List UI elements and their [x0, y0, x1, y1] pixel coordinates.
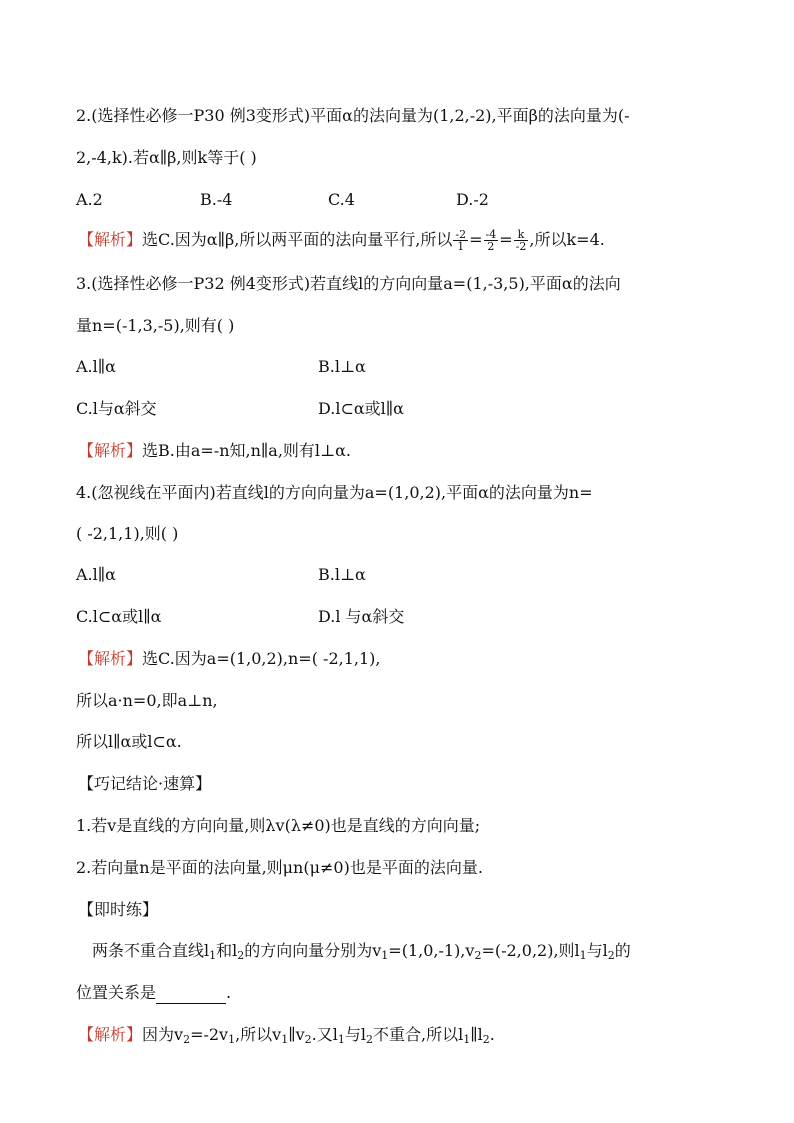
tip-heading: 【巧记结论·速算】 — [78, 774, 212, 793]
analysis-tag: 【解析】 — [78, 649, 143, 668]
q4-option-a: A.l∥α — [76, 565, 116, 584]
answer-blank[interactable] — [156, 987, 226, 1004]
q3-option-b: B.l⊥α — [318, 357, 366, 376]
q2-option-d: D.-2 — [456, 190, 489, 209]
analysis-tag: 【解析】 — [78, 441, 143, 460]
q2-option-b: B.-4 — [200, 190, 233, 209]
fraction: $\frac{-2}{1}$ — [455, 228, 467, 253]
q4-analysis-text1: 选C.因为a=(1,0,2),n=( -2,1,1), — [142, 649, 381, 668]
fraction: $\frac{k}{-2}$ — [515, 228, 527, 253]
q2-stem-line1: 2.(选择性必修一P30 例3变形式)平面α的法向量为(1,2,-2),平面β的法向量为(- — [76, 106, 630, 125]
q2-option-a: A.2 — [76, 190, 103, 209]
q4-option-d: D.l 与α斜交 — [318, 607, 405, 626]
q4-option-b: B.l⊥α — [318, 565, 366, 584]
q4-stem-line2: ( -2,1,1),则( ) — [76, 524, 179, 543]
q3-stem-line1: 3.(选择性必修一P32 例4变形式)若直线l的方向向量a=(1,-3,5),平面α的法向 — [76, 274, 621, 293]
practice-question-line2: 位置关系是 . — [76, 983, 232, 1002]
q3-option-c: C.l与α斜交 — [76, 399, 157, 418]
tip-item-1: 1.若v是直线的方向向量,则λv(λ≠0)也是直线的方向向量; — [76, 816, 481, 835]
q3-analysis — [78, 440, 351, 462]
q3-option-a: A.l∥α — [76, 357, 116, 376]
q3-option-d: D.l⊂α或l∥α — [318, 399, 404, 418]
q4-analysis-line1 — [78, 648, 381, 670]
q3-stem-line2: 量n=(-1,3,-5),则有( ) — [76, 316, 235, 335]
analysis-tag: 【解析】 — [78, 230, 143, 249]
q4-analysis-line3: 所以l∥α或l⊂α. — [76, 732, 182, 751]
practice-analysis: 【解析】因为$v_2=-2v_1$,所以$v_1\parallel v_2$.又$l_1$与$l_2$不重合,所以$l_1\parallel l_2$. — [78, 1025, 495, 1046]
tip-item-2: 2.若向量n是平面的法向量,则μn(μ≠0)也是平面的法向量. — [76, 858, 483, 877]
fraction: $\frac{-4}{2}$ — [485, 228, 497, 253]
q2-analysis-pre: 选C.因为α∥β,所以两平面的法向量平行,所以 — [142, 230, 453, 249]
q4-analysis-line2: 所以a·n=0,即a⊥n, — [76, 691, 218, 710]
q2-analysis: 【解析】选C.因为α∥β,所以两平面的法向量平行,所以 $\frac{-2}{1}$ = $\frac{-4}{2}$ = $\frac{k}{-2}$ ,所以k=4. — [78, 228, 605, 253]
analysis-tag: 【解析】 — [78, 1025, 143, 1044]
q2-analysis-post: ,所以k=4. — [529, 230, 605, 249]
q4-stem-line1: 4.(忽视线在平面内)若直线l的方向向量为a=(1,0,2),平面α的法向量为n= — [76, 483, 593, 502]
q2-option-c: C.4 — [328, 190, 355, 209]
practice-question-line1: 两条不重合直线$l_1$和$l_2$的方向向量分别为$v_1=(1,0,-1),v_2=(-2,0,2)$,则$l_1$与$l_2$的 — [92, 941, 631, 962]
practice-heading: 【即时练】 — [78, 900, 159, 919]
q4-option-c: C.l⊂α或l∥α — [76, 607, 162, 626]
q3-analysis-text: 选B.由a=-n知,n∥a,则有l⊥α. — [142, 441, 351, 460]
q2-stem-line2: 2,-4,k).若α∥β,则k等于( ) — [76, 148, 257, 167]
